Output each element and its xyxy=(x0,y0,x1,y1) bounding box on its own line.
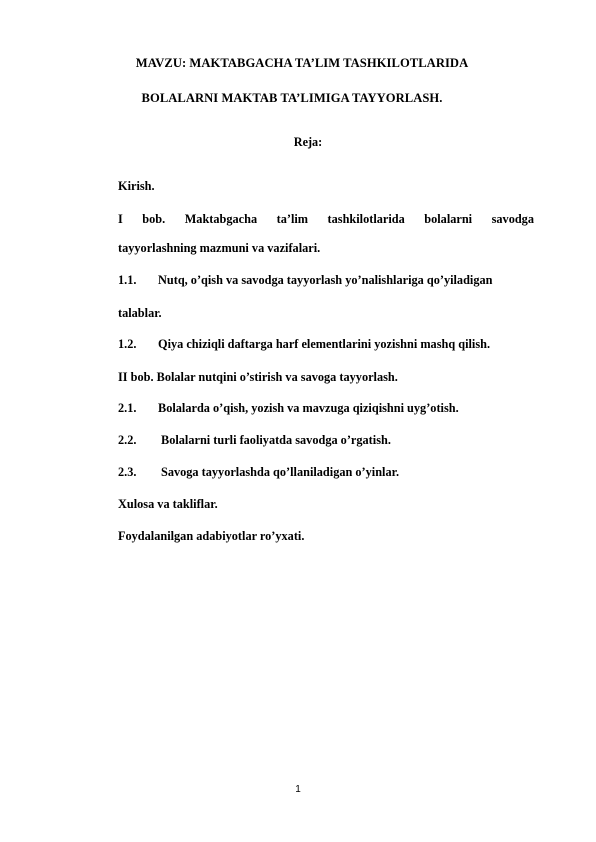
chapter-1-word: savodga xyxy=(491,212,534,226)
section-number: 2.3. xyxy=(118,465,137,479)
plan-item-intro: Kirish. xyxy=(118,179,155,193)
section-number: 1.2. xyxy=(118,337,137,351)
chapter-1-word: ta’lim xyxy=(276,212,309,226)
plan-item-conclusion: Xulosa va takliflar. xyxy=(118,497,218,511)
plan-item-chapter-1-cont: tayyorlashning mazmuni va vazifalari. xyxy=(118,241,321,255)
chapter-1-word: tashkilotlarida xyxy=(327,212,405,226)
plan-item-1-1 xyxy=(118,274,492,286)
section-text: Bolalarda o’qish, yozish va mavzuga qiziqishni uyg’otish. xyxy=(158,401,459,415)
plan-item-references: Foydalanilgan adabiyotlar ro’yxati. xyxy=(118,529,305,543)
plan-item-2-2 xyxy=(118,434,391,446)
section-number: 1.1. xyxy=(118,273,137,287)
plan-item-1-2 xyxy=(118,338,490,350)
plan-item-1-1-cont: talablar. xyxy=(118,306,162,320)
plan-item-chapter-1 xyxy=(118,213,534,225)
section-number: 2.2. xyxy=(118,433,137,447)
chapter-1-word: bob. xyxy=(142,212,166,226)
title-line-1: MAVZU: MAKTABGACHA TA’LIM TASHKILOTLARIDA xyxy=(135,56,469,70)
chapter-1-word: Maktabgacha xyxy=(184,212,258,226)
section-number: 2.1. xyxy=(118,401,137,415)
chapter-1-word: I xyxy=(118,212,123,226)
section-text: Nutq, o’qish va savodga tayyorlash yo’nalishlariga qo’yiladigan xyxy=(158,273,493,287)
section-text: Savoga tayyorlashda qo’llaniladigan o’yinlar. xyxy=(161,465,400,479)
title-line-2: BOLALARNI MAKTAB TA’LIMIGA TAYYORLASH. xyxy=(141,91,443,105)
section-text: Qiya chiziqli daftarga harf elementlarini yozishni mashq qilish. xyxy=(158,337,491,351)
page-number: 1 xyxy=(295,784,301,795)
plan-item-2-1 xyxy=(118,402,459,414)
chapter-1-word: bolalarni xyxy=(424,212,473,226)
section-text: Bolalarni turli faoliyatda savodga o’rgatish. xyxy=(161,433,391,447)
plan-item-2-3 xyxy=(118,466,399,478)
plan-item-chapter-2: II bob. Bolalar nutqini o’stirish va savoga tayyorlash. xyxy=(118,370,398,384)
plan-heading: Reja: xyxy=(293,135,323,149)
